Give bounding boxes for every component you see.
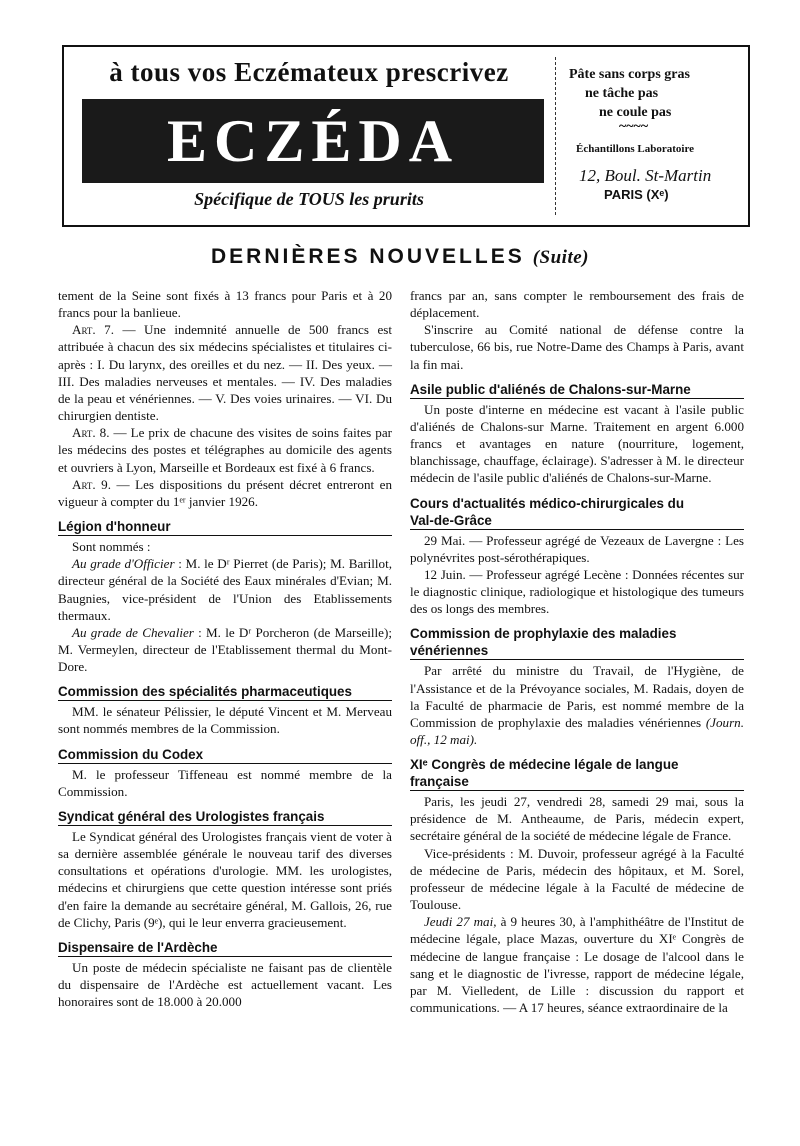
article-label: Art. 8. (72, 425, 110, 441)
ad-side-panel (564, 65, 744, 204)
advertisement-box (62, 45, 750, 227)
article-text: — Une indemnité annuelle de 500 francs est attribuée à chacun des six médecins spécialistes et titulaires ci-après : I. Du larynx, des oreilles et du nez. — II. Des yeux. — III. Des maladies nerveuses et mentales. — IV. Des maladies de la peau et vénériennes. — V. Des voies urinaires. — VI. Du chirurgien dentiste. (58, 322, 392, 424)
heading-congres-medecine-legale (410, 756, 744, 791)
heading-line: Commission de prophylaxie des maladies (410, 626, 677, 642)
prophylaxie-text: Par arrêté du ministre du Travail, de l'Hygiène, de l'Assistance et de la Prévoyance sociales, M. Radais, doyen de la Faculté de pharmacie de Paris, est nommé membre de la Commission de prophylaxie des maladies vénériennes (410, 663, 744, 730)
right-paragraph: francs par an, sans compter le remboursement des frais de déplacement. (410, 288, 744, 321)
heading-legion-honneur: Légion d'honneur (58, 518, 392, 536)
ad-side-line-1: Pâte sans corps gras (569, 67, 690, 82)
congres-text: , à 9 heures 30, à l'amphithéâtre de l'Institut de médecine légale, place Mazas, ouverture du XIᵉ Congrès de médecine de langue française : Le dosage de l'alcool dans le sang et le diagnostic de l'ivresse, rapport de médecine légale, par M. Vielledent, de Lille : discussion du rapport et communications. — A 17 heures, séance extraordinaire de la (410, 914, 744, 1015)
grade-label: Au grade d'Officier (72, 556, 175, 572)
page-title-text: DERNIÈRES NOUVELLES (211, 245, 525, 268)
syndicat-paragraph: Le Syndicat général des Urologistes français vient de voter à sa dernière assemblée générale le nouveau tarif des diverses consultations et opérations d'urologie. MM. les urologistes, médecins et chirurgiens que cette question intéresse sont priés d'en faire la demande au secrétaire général, M. Gallois, 26, rue de Clichy, Paris (9ᵉ), qui le leur enverra gracieusement. (58, 828, 392, 930)
heading-asile-chalons: Asile public d'aliénés de Chalons-sur-Marne (410, 381, 744, 399)
ad-side-line-2: ne tâche pas (585, 86, 659, 101)
heading-line: française (410, 774, 469, 790)
ad-side-city: PARIS (Xᵉ) (604, 187, 669, 202)
article-label: Art. 7. (72, 322, 114, 338)
ad-side-line-3: ne coule pas (599, 105, 672, 120)
heading-line: XIᵉ Congrès de médecine légale de langue (410, 757, 679, 773)
legion-text: : M. le Dʳ Porcheron (de Marseille); M. Vermeylen, directeur de l'Etablissement thermal du Mont-Dore. (58, 624, 392, 675)
heading-line: vénériennes (410, 643, 489, 659)
ad-side-line-4: Échantillons Laboratoire (576, 143, 695, 155)
ad-squiggle: ~~~~ (619, 119, 649, 134)
legion-officier (58, 555, 392, 624)
cours-paragraph: 12 Juin. — Professeur agrégé Lecène : Données récentes sur le diagnostic clinique, radiologique et histologique des tumeurs des os longs des membres. (410, 566, 744, 617)
page-title-suffix: (Suite) (532, 247, 589, 268)
heading-dispensaire-ardeche: Dispensaire de l'Ardèche (58, 939, 392, 957)
ad-side-address: 12, Boul. St-Martin (579, 166, 712, 185)
ad-brand-banner (82, 99, 544, 183)
article-text: — Les dispositions du présent décret entreront en vigueur à compter du 1ᵉʳ janvier 1926. (58, 476, 392, 509)
ad-brand: ECZÉDA (166, 107, 460, 174)
legion-chevalier (58, 624, 392, 675)
cours-paragraph: 29 Mai. — Professeur agrégé de Vezeaux de Lavergne : Les polynévrites post-sérothérapiques. (410, 532, 744, 565)
grade-label: Au grade de Chevalier (72, 624, 194, 640)
right-column (410, 287, 744, 1016)
prophylaxie-paragraph (410, 662, 744, 748)
heading-cours-val-de-grace (410, 495, 744, 530)
specialites-paragraph: MM. le sénateur Pélissier, le député Vincent et M. Merveau sont nommés membres de la Commission. (58, 704, 392, 737)
ad-main-panel (64, 47, 554, 225)
right-paragraph: S'inscrire au Comité national de défense contre la tuberculose, 66 bis, rue Notre-Dame des Champs à Paris, avant la fin mai. (410, 322, 744, 372)
congres-paragraph: Vice-présidents : M. Duvoir, professeur agrégé à la Faculté de médecine de Paris, médecin des hôpitaux, et M. Sorel, professeur de médecine légale à la Faculté de médecine de Toulouse. (410, 845, 744, 913)
asile-paragraph: Un poste d'interne en médecine est vacant à l'asile public d'aliénés de Chalons-sur Marne. Traitement en argent 6.000 francs et avantages en nature (nourriture, logement, blanchissage, chauffage, éclairage). S'adresser à M. le directeur médecin de l'asile public d'aliénés de Chalons-sur-Marne. (410, 401, 744, 486)
article-text: — Le prix de chacune des visites de soins faites par les médecins des postes et télégraphes au domicile des agents et ouvriers à Lyon, Marseille et Bordeaux est fixé à 6 francs. (58, 425, 392, 475)
article-label: Art. 9. (72, 476, 111, 492)
congres-paragraph: Paris, les jeudi 27, vendredi 28, samedi 29 mai, sous la présidence de M. Antheaume, de Paris, médecin expert, secrétaire général de la société de médecine légale de France. (410, 794, 744, 844)
heading-line: Cours d'actualités médico-chirurgicales du (410, 495, 685, 511)
heading-syndicat-urologistes: Syndicat général des Urologistes français (58, 808, 392, 826)
ad-tagline: Spécifique de TOUS les prurits (194, 189, 424, 209)
journal-reference: (Journ. off., 12 mai). (410, 714, 744, 747)
codex-paragraph: M. le professeur Tiffeneau est nommé membre de la Commission. (58, 766, 392, 799)
heading-commission-specialites: Commission des spécialités pharmaceutiques (58, 683, 392, 701)
left-column (58, 287, 392, 1010)
ad-headline: à tous vos Eczémateux prescrivez (109, 57, 509, 87)
page-title (0, 245, 800, 269)
legion-intro: Sont nommés : (72, 539, 151, 555)
heading-line: Val-de-Grâce (410, 512, 492, 528)
article-8 (58, 424, 392, 475)
legion-text: : M. le Dʳ Pierret (de Paris); M. Barillot, directeur général de la Société des Eaux minérales d'Evian; M. Baugnies, vice-président de l'Union des Etablissements thermaux. (58, 556, 393, 623)
left-paragraph: tement de la Seine sont fixés à 13 francs pour Paris et à 20 francs pour la banlieue. (58, 288, 392, 321)
congres-paragraph (410, 913, 744, 1016)
congres-date: Jeudi 27 mai (424, 914, 494, 930)
ad-divider (555, 57, 556, 215)
ardeche-paragraph: Un poste de médecin spécialiste ne faisant pas de clientèle du dispensaire de l'Ardèche est actuellement vacant. Les honoraires sont de 18.000 à 20.000 (58, 959, 392, 1010)
article-9 (58, 476, 392, 510)
heading-commission-codex: Commission du Codex (58, 746, 392, 764)
article-7 (58, 321, 392, 424)
heading-prophylaxie (410, 625, 744, 660)
